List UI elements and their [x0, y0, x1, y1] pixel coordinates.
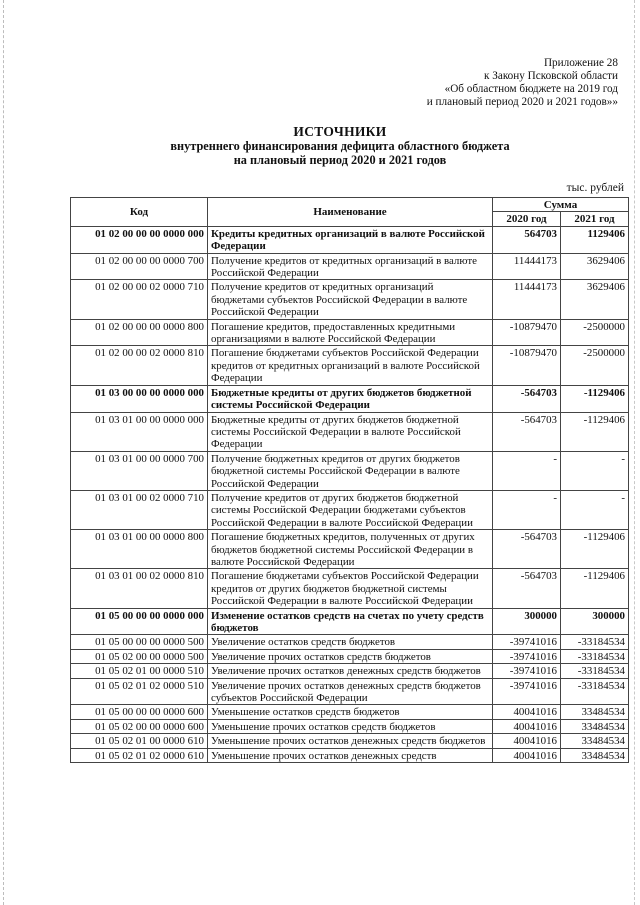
- row-value-2020: -564703: [493, 530, 561, 569]
- row-value-2021: -33184534: [561, 664, 629, 678]
- row-code: 01 03 01 00 00 0000 800: [71, 530, 208, 569]
- row-name: Получение кредитов от других бюджетов бюджетной системы Российской Федерации бюджетами субъектов Российской Федерации в валюте Российской Федерации: [208, 490, 493, 529]
- row-value-2020: -39741016: [493, 678, 561, 705]
- appendix-line: Приложение 28: [543, 57, 618, 69]
- header-2020: 2020 год: [493, 212, 561, 226]
- row-value-2020: 300000: [493, 608, 561, 635]
- row-name: Погашение бюджетных кредитов, полученных от других бюджетов бюджетной системы Российской Федерации в валюте Российской Федерации: [208, 530, 493, 569]
- table-row: [71, 678, 629, 705]
- row-value-2021: -: [561, 451, 629, 490]
- row-value-2021: 3629406: [561, 280, 629, 319]
- financing-sources-table: [70, 197, 629, 763]
- scan-edge-right: [634, 0, 635, 905]
- row-value-2021: -2500000: [561, 319, 629, 346]
- row-value-2020: -: [493, 490, 561, 529]
- table-body: [71, 226, 629, 762]
- row-value-2020: -10879470: [493, 319, 561, 346]
- row-code: 01 05 00 00 00 0000 500: [71, 635, 208, 649]
- row-code: 01 05 02 01 02 0000 610: [71, 748, 208, 762]
- row-value-2020: -: [493, 451, 561, 490]
- row-value-2020: 40041016: [493, 734, 561, 748]
- row-value-2020: -564703: [493, 412, 561, 451]
- row-value-2021: -1129406: [561, 530, 629, 569]
- row-code: 01 05 00 00 00 0000 600: [71, 705, 208, 719]
- row-value-2020: -39741016: [493, 649, 561, 663]
- row-code: 01 05 00 00 00 0000 000: [71, 608, 208, 635]
- row-name: Уменьшение прочих остатков средств бюджетов: [208, 719, 493, 733]
- table-row: [71, 635, 629, 649]
- row-value-2021: 33484534: [561, 734, 629, 748]
- row-code: 01 03 01 00 02 0000 710: [71, 490, 208, 529]
- row-value-2020: -564703: [493, 385, 561, 412]
- row-name: Увеличение прочих остатков денежных средств бюджетов субъектов Российской Федерации: [208, 678, 493, 705]
- row-name: Погашение бюджетами субъектов Российской Федерации кредитов от кредитных организаций в валюте Российской Федерации: [208, 346, 493, 385]
- title-main: ИСТОЧНИКИ: [293, 124, 387, 139]
- document-title: [110, 124, 570, 167]
- row-name: Кредиты кредитных организаций в валюте Российской Федерации: [208, 226, 493, 253]
- row-value-2021: -1129406: [561, 412, 629, 451]
- row-value-2021: -33184534: [561, 635, 629, 649]
- row-value-2020: 40041016: [493, 705, 561, 719]
- appendix-line: к Закону Псковской области: [484, 70, 618, 82]
- row-code: 01 03 01 00 00 0000 000: [71, 412, 208, 451]
- row-code: 01 03 01 00 02 0000 810: [71, 569, 208, 608]
- table-row: [71, 253, 629, 280]
- table-row: [71, 346, 629, 385]
- row-value-2021: 33484534: [561, 719, 629, 733]
- row-code: 01 05 02 01 00 0000 610: [71, 734, 208, 748]
- table-row: [71, 490, 629, 529]
- row-code: 01 02 00 00 00 0000 000: [71, 226, 208, 253]
- row-value-2020: -39741016: [493, 664, 561, 678]
- table-row: [71, 226, 629, 253]
- row-value-2020: -10879470: [493, 346, 561, 385]
- row-name: Изменение остатков средств на счетах по учету средств бюджетов: [208, 608, 493, 635]
- row-name: Получение кредитов от кредитных организаций бюджетами субъектов Российской Федерации в валюте Российской Федерации: [208, 280, 493, 319]
- header-sum: Сумма: [493, 198, 629, 212]
- row-value-2020: -564703: [493, 569, 561, 608]
- row-value-2020: 11444173: [493, 280, 561, 319]
- table-row: [71, 734, 629, 748]
- row-name: Погашение кредитов, предоставленных кредитными организациями в валюте Российской Федерации: [208, 319, 493, 346]
- units-label: тыс. рублей: [566, 182, 624, 194]
- row-value-2020: 11444173: [493, 253, 561, 280]
- row-code: 01 05 02 01 02 0000 510: [71, 678, 208, 705]
- row-code: 01 03 00 00 00 0000 000: [71, 385, 208, 412]
- appendix-line: и плановый период 2020 и 2021 годов»»: [426, 96, 618, 108]
- row-name: Увеличение прочих остатков денежных средств бюджетов: [208, 664, 493, 678]
- row-name: Увеличение прочих остатков средств бюджетов: [208, 649, 493, 663]
- row-name: Получение бюджетных кредитов от других бюджетов бюджетной системы Российской Федерации в валюте Российской Федерации: [208, 451, 493, 490]
- row-value-2020: 564703: [493, 226, 561, 253]
- row-name: Уменьшение остатков средств бюджетов: [208, 705, 493, 719]
- row-value-2021: -1129406: [561, 569, 629, 608]
- title-line-2: внутреннего финансирования дефицита областного бюджета: [170, 139, 510, 153]
- table-row: [71, 319, 629, 346]
- row-code: 01 02 00 00 00 0000 800: [71, 319, 208, 346]
- row-code: 01 05 02 01 00 0000 510: [71, 664, 208, 678]
- row-value-2021: 1129406: [561, 226, 629, 253]
- row-code: 01 05 02 00 00 0000 600: [71, 719, 208, 733]
- table-row: [71, 608, 629, 635]
- table-row: [71, 705, 629, 719]
- row-value-2021: 3629406: [561, 253, 629, 280]
- table-row: [71, 664, 629, 678]
- row-name: Погашение бюджетами субъектов Российской Федерации кредитов от других бюджетов бюджетной системы Российской Федерации в валюте Российской Федерации: [208, 569, 493, 608]
- table-row: [71, 569, 629, 608]
- row-value-2020: 40041016: [493, 748, 561, 762]
- row-code: 01 05 02 00 00 0000 500: [71, 649, 208, 663]
- title-line-3: на плановый период 2020 и 2021 годов: [233, 153, 447, 167]
- row-value-2021: -33184534: [561, 649, 629, 663]
- row-code: 01 02 00 00 02 0000 710: [71, 280, 208, 319]
- row-value-2021: 33484534: [561, 705, 629, 719]
- row-code: 01 03 01 00 00 0000 700: [71, 451, 208, 490]
- row-code: 01 02 00 00 02 0000 810: [71, 346, 208, 385]
- table-row: [71, 530, 629, 569]
- header-2021: 2021 год: [561, 212, 629, 226]
- table-row: [71, 412, 629, 451]
- table-row: [71, 385, 629, 412]
- header-name: Наименование: [208, 198, 493, 227]
- row-value-2020: -39741016: [493, 635, 561, 649]
- header-code: Код: [71, 198, 208, 227]
- row-value-2021: -2500000: [561, 346, 629, 385]
- scan-edge-left: [3, 0, 4, 905]
- row-value-2021: -33184534: [561, 678, 629, 705]
- table-row: [71, 719, 629, 733]
- appendix-line: «Об областном бюджете на 2019 год: [444, 83, 618, 95]
- row-name: Уменьшение прочих остатков денежных средств бюджетов: [208, 734, 493, 748]
- table-row: [71, 649, 629, 663]
- row-value-2021: -: [561, 490, 629, 529]
- row-name: Увеличение остатков средств бюджетов: [208, 635, 493, 649]
- row-name: Бюджетные кредиты от других бюджетов бюджетной системы Российской Федерации в валюте Российской Федерации: [208, 412, 493, 451]
- table-row: [71, 451, 629, 490]
- row-value-2021: 33484534: [561, 748, 629, 762]
- table-row: [71, 280, 629, 319]
- table-row: [71, 748, 629, 762]
- row-name: Получение кредитов от кредитных организаций в валюте Российской Федерации: [208, 253, 493, 280]
- row-name: Уменьшение прочих остатков денежных средств: [208, 748, 493, 762]
- appendix-reference: [318, 57, 618, 109]
- row-value-2021: 300000: [561, 608, 629, 635]
- row-value-2020: 40041016: [493, 719, 561, 733]
- row-code: 01 02 00 00 00 0000 700: [71, 253, 208, 280]
- row-name: Бюджетные кредиты от других бюджетов бюджетной системы Российской Федерации: [208, 385, 493, 412]
- row-value-2021: -1129406: [561, 385, 629, 412]
